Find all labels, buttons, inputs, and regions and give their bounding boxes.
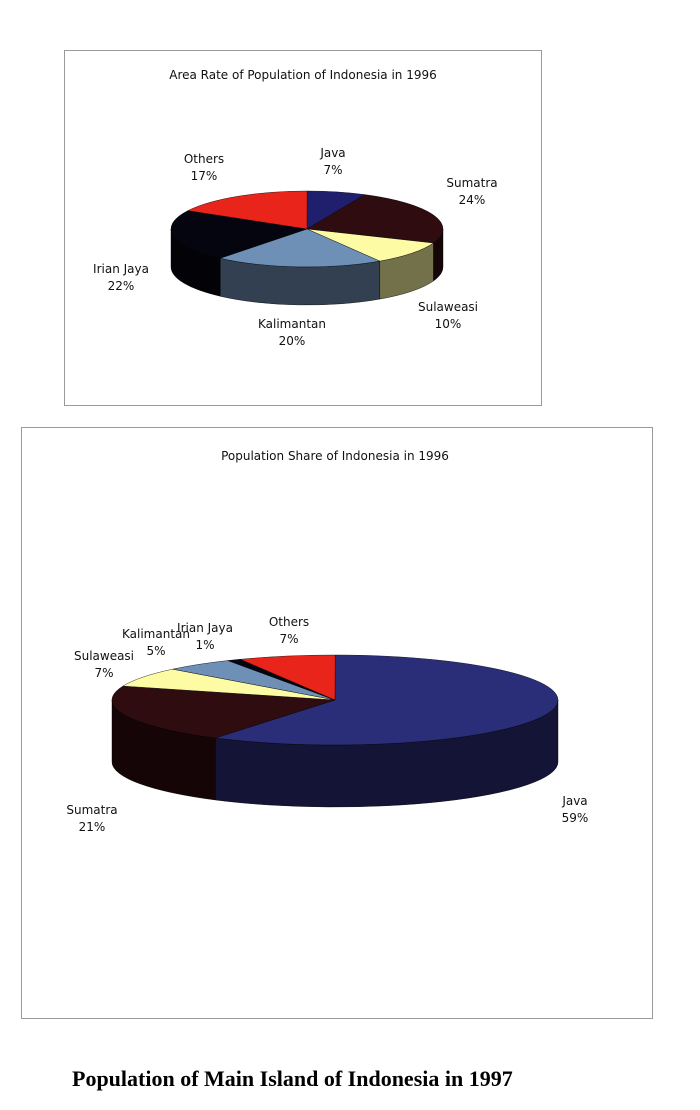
slice-value-sulaweasi: 7% [94,666,114,680]
slice-label-sulaweasi: Sulaweasi [417,300,479,314]
slice-label-kalimantan: Kalimantan [258,317,326,331]
slice-value-irian-jaya: 22% [107,279,135,293]
slice-label-sumatra: Sumatra [446,176,498,190]
pie-top-faces [112,655,558,745]
slice-label-sulaweasi: Sulaweasi [73,649,135,663]
slice-label-others: Others [268,615,310,629]
slice-value-sumatra: 24% [458,193,486,207]
chart-title: Population Share of Indonesia in 1996 [221,449,449,463]
page-caption: Population of Main Island of Indonesia in 1997 [72,1066,513,1091]
slice-label-java: Java [562,794,588,808]
slice-label-sumatra: Sumatra [66,803,118,817]
slice-value-irian-jaya: 1% [195,638,215,652]
slice-value-kalimantan: 20% [278,334,306,348]
slice-label-others: Others [183,152,225,166]
slice-label-java: Java [320,146,346,160]
slice-value-sulaweasi: 10% [434,317,462,331]
population-share-pie-svg [22,428,654,1020]
slice-label-irian-jaya: Irian Jaya [177,621,233,635]
slice-value-java: 7% [323,163,343,177]
pie-top-faces [171,191,443,267]
slice-value-java: 59% [561,811,589,825]
slice-value-others: 17% [190,169,218,183]
area-rate-chart [64,50,542,406]
slice-label-kalimantan: Kalimantan [122,627,190,641]
area-rate-pie-svg [65,51,543,407]
slice-value-others: 7% [279,632,299,646]
slice-value-sumatra: 21% [78,820,106,834]
chart-title: Area Rate of Population of Indonesia in 1996 [169,68,437,82]
population-share-chart [21,427,653,1019]
slice-value-kalimantan: 5% [146,644,166,658]
slice-label-irian-jaya: Irian Jaya [93,262,149,276]
